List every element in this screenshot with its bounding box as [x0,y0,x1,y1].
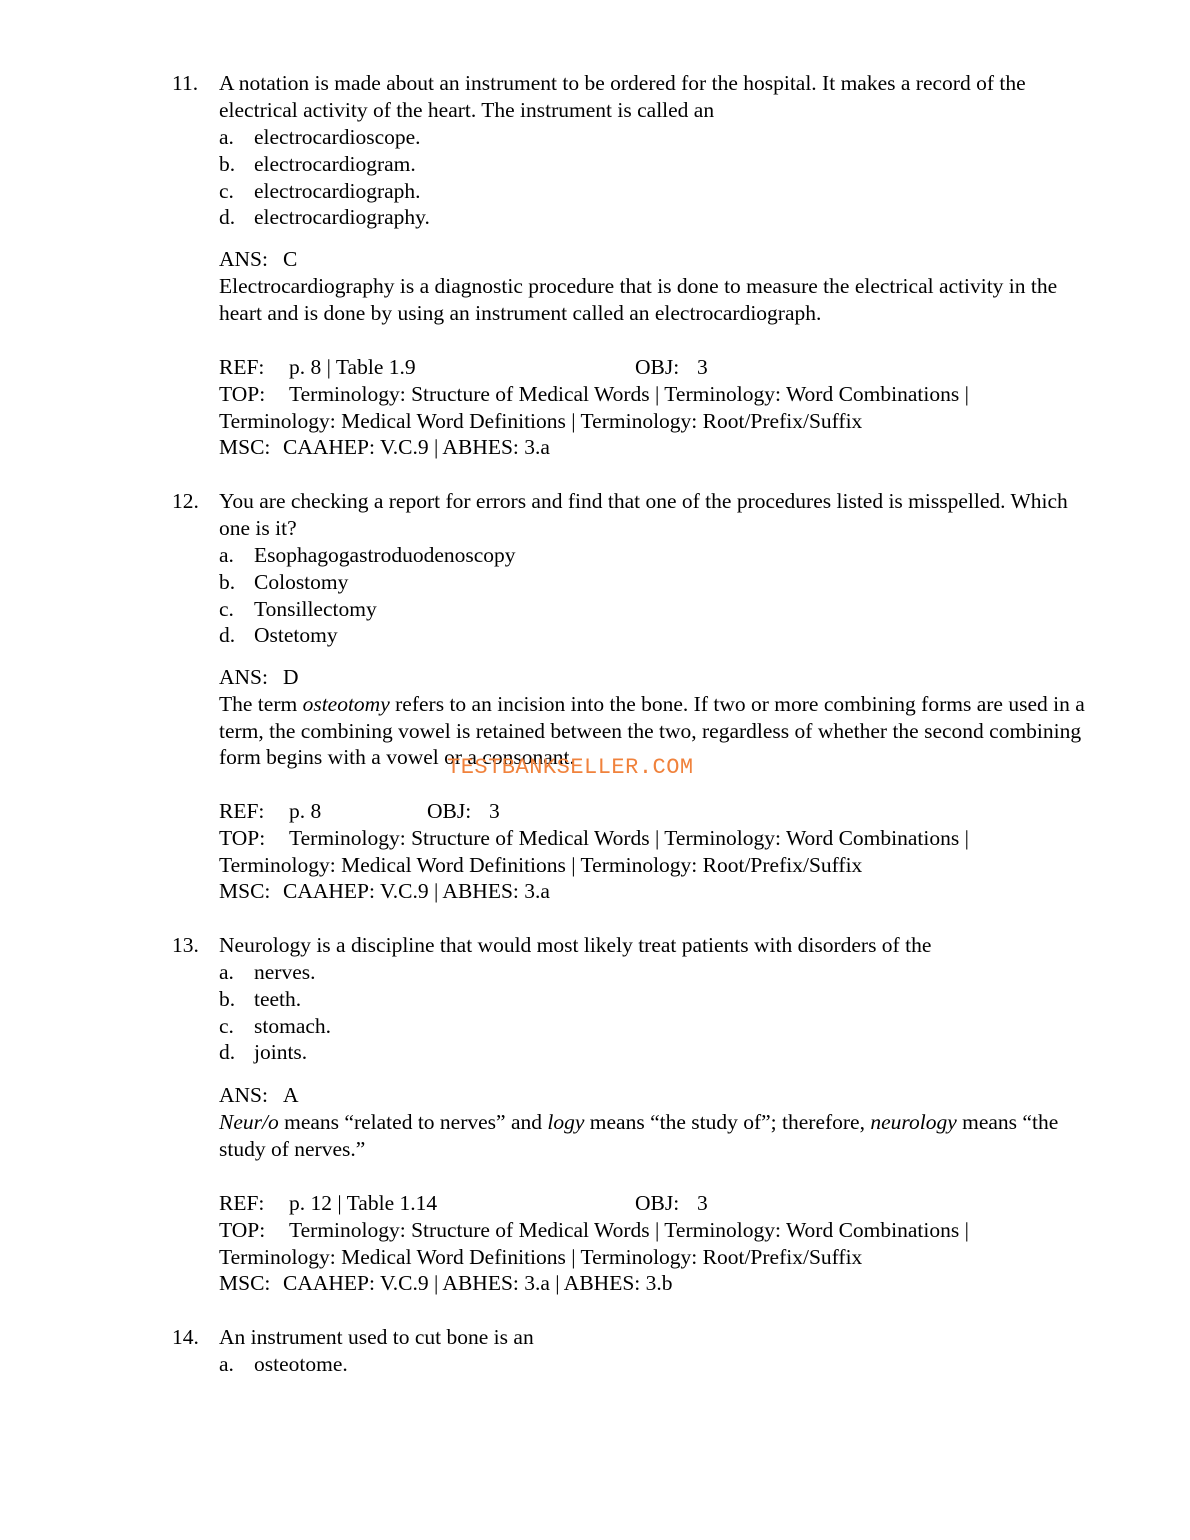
obj-field: OBJ: 3 [635,1191,708,1215]
option-c: c. stomach. [219,1013,332,1038]
obj-field: OBJ: 3 [427,799,500,823]
answer-value: A [283,1083,299,1107]
top-line: TOP: Terminology: Structure of Medical Words | Terminology: Word Combinations | [219,381,969,406]
ref-value: p. 8 | Table 1.9 [289,355,416,379]
watermark: TESTBANKSELLER.COM [447,755,694,780]
top-line-continued: Terminology: Medical Word Definitions | Terminology: Root/Prefix/Suffix [219,408,863,433]
ref-value: p. 8 [289,799,322,823]
rationale: The term osteotomy refers to an incision into the bone. If two or more combining forms are used in a term, the combining vowel is retained between the two, regardless of whether the second combining form begins with a vowel or a consonant. [219,691,1085,770]
option-c: c. electrocardiograph. [219,178,421,203]
question-number: 11. [172,71,199,95]
metadata-block [219,354,1089,461]
option-a: a. osteotome. [219,1352,348,1376]
rationale: Neur/o means “related to nerves” and logy means “the study of”; therefore, neurology means “the study of nerves.” [219,1109,1059,1161]
options-list [219,542,516,649]
metadata-block [219,798,1089,905]
msc-line: MSC: CAAHEP: V.C.9 | ABHES: 3.a [219,435,550,460]
option-a: a. Esophagogastroduodenoscopy [219,543,516,567]
option-b: b. teeth. [219,986,302,1011]
options-list [219,959,331,1066]
answer-line: ANS: C [219,247,298,271]
question-stem: An instrument used to cut bone is an [219,1325,534,1349]
ref-line: REF: p. 8 OBJ: 3 [219,799,500,823]
option-b: b. Colostomy [219,569,349,594]
option-c: c. Tonsillectomy [219,596,377,621]
ref-value: p. 12 | Table 1.14 [289,1191,438,1215]
options-list [219,124,430,231]
ref-line: REF: p. 8 | Table 1.9 OBJ: 3 [219,355,708,379]
metadata-block [219,1190,1089,1297]
msc-line: MSC: CAAHEP: V.C.9 | ABHES: 3.a [219,879,550,904]
question-stem: A notation is made about an instrument to be ordered for the hospital. It makes a record of the electrical activity of the heart. The instrument is called an [219,71,1026,122]
msc-line: MSC: CAAHEP: V.C.9 | ABHES: 3.a | ABHES: 3.b [219,1271,673,1296]
answer-value: C [283,247,298,271]
option-d: d. joints. [219,1040,308,1065]
option-a: a. electrocardioscope. [219,125,421,149]
answer-line: ANS: D [219,665,299,689]
question-number: 14. [172,1325,199,1349]
option-a: a. nerves. [219,960,316,984]
top-line-continued: Terminology: Medical Word Definitions | Terminology: Root/Prefix/Suffix [219,1244,863,1269]
options-list [219,1351,348,1378]
option-d: d. Ostetomy [219,623,338,648]
answer-line: ANS: A [219,1083,299,1107]
ref-line: REF: p. 12 | Table 1.14 OBJ: 3 [219,1191,708,1215]
question-number: 13. [172,933,199,957]
top-line: TOP: Terminology: Structure of Medical Words | Terminology: Word Combinations | [219,1217,969,1242]
obj-field: OBJ: 3 [635,355,708,379]
question-number: 12. [172,489,199,513]
option-d: d. electrocardiography. [219,205,430,230]
option-b: b. electrocardiogram. [219,151,416,176]
answer-block [219,1082,1089,1162]
question-stem: You are checking a report for errors and find that one of the procedures listed is misspelled. Which one is it? [219,489,1068,540]
top-line: TOP: Terminology: Structure of Medical Words | Terminology: Word Combinations | [219,825,969,850]
question-stem: Neurology is a discipline that would most likely treat patients with disorders of the [219,933,932,957]
top-line-continued: Terminology: Medical Word Definitions | Terminology: Root/Prefix/Suffix [219,852,863,877]
answer-block [219,246,1089,326]
answer-value: D [283,665,299,689]
rationale: Electrocardiography is a diagnostic procedure that is done to measure the electrical activity in the heart and is done by using an instrument called an electrocardiograph. [219,273,1058,325]
